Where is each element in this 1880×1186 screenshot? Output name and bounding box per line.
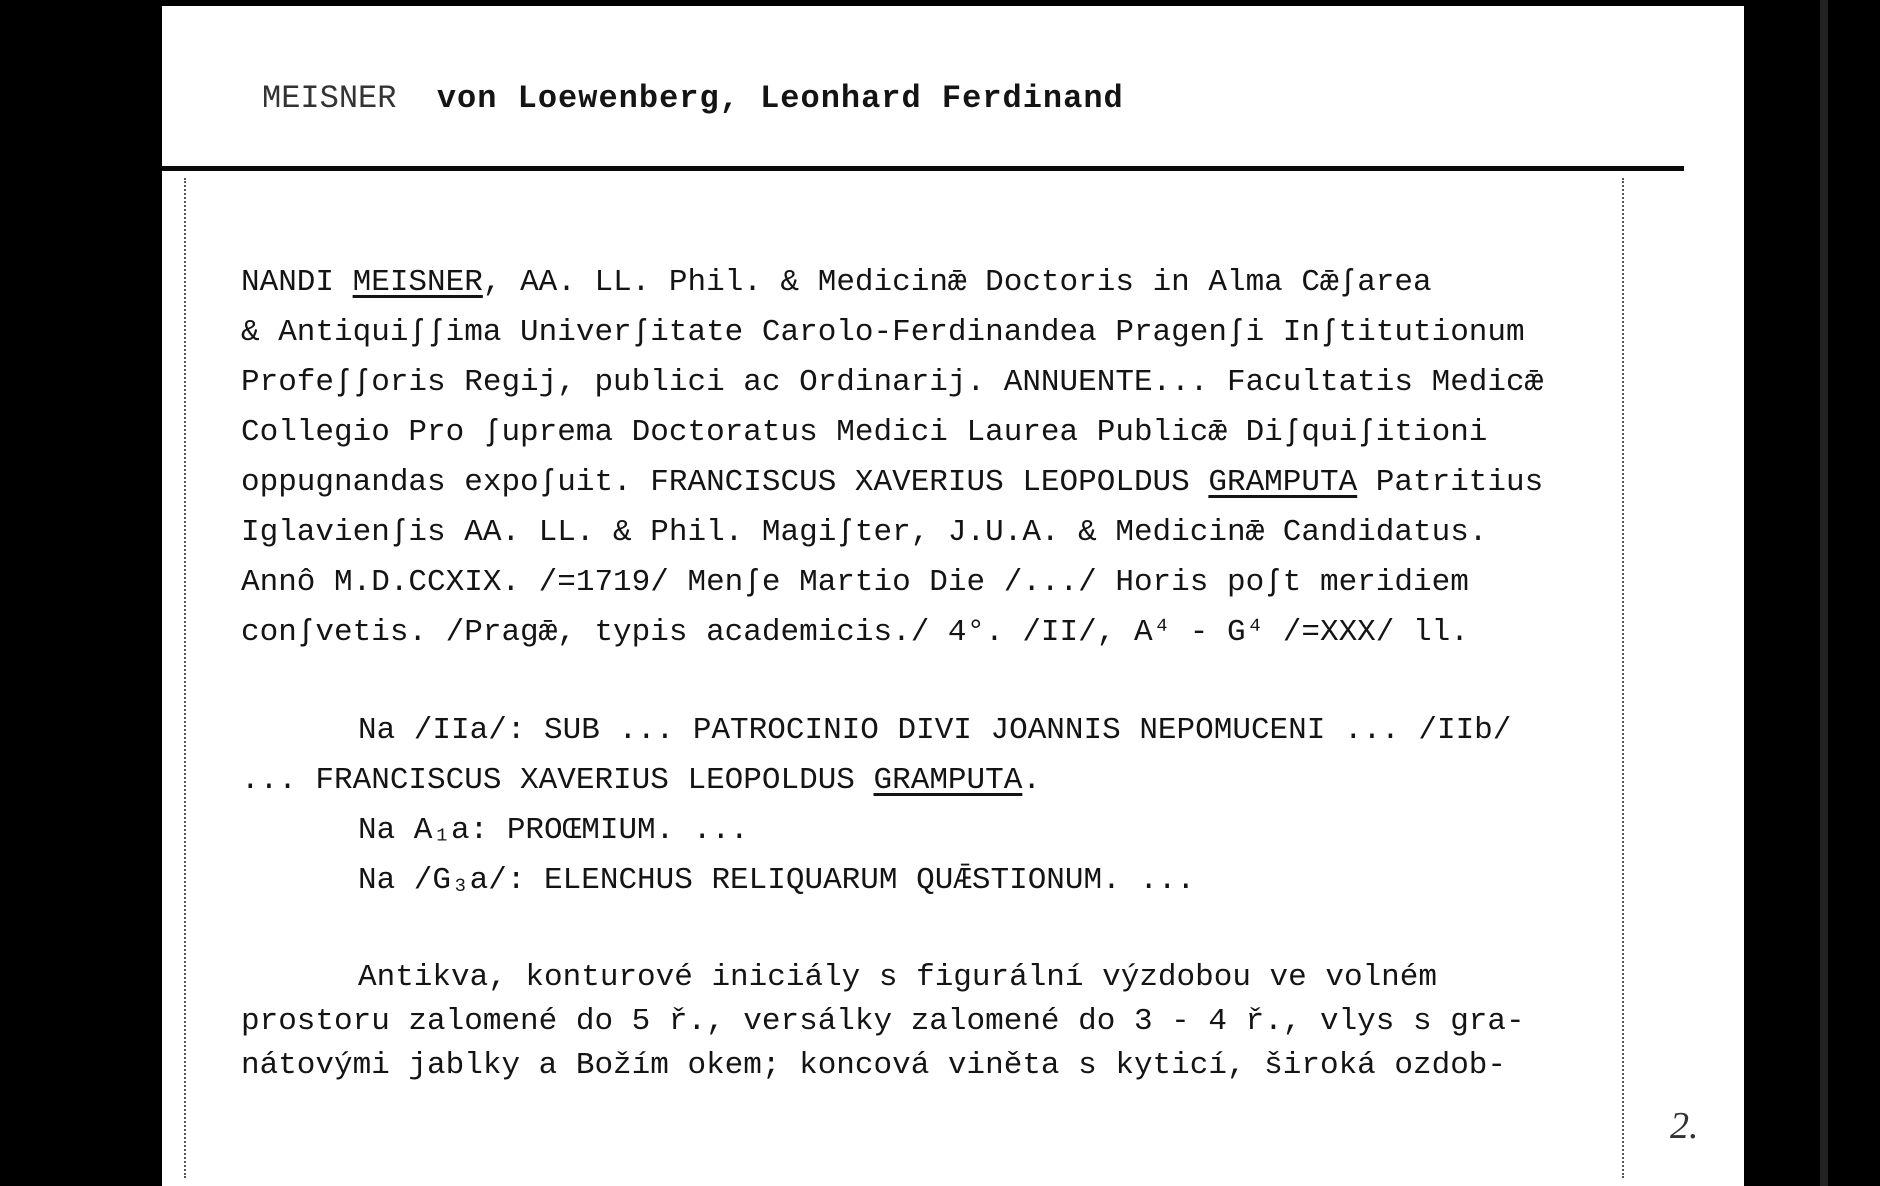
text-line: Iglavienʃis AA. LL. & Phil. Magiʃter, J.U.A. & Medicinǣ Candidatus. [241,515,1488,550]
text-line: & Antiquiʃʃima Univerʃitate Carolo-Ferdinandea Pragenʃi Inʃtitutionum [241,315,1525,350]
text-line: Na A₁a: PROŒMIUM. ... [358,813,749,848]
card-heading [262,80,1124,117]
underlined-name: GRAMPUTA [1208,465,1358,500]
left-dotted-margin [184,178,186,1178]
text-line: Collegio Pro ʃuprema Doctoratus Medici Laurea Publicǣ Diʃquiʃitioni [241,415,1488,450]
card-body [241,258,1631,1088]
underlined-name: MEISNER [352,265,483,300]
text-line: ... FRANCISCUS XAVERIUS LEOPOLDUS GRAMPUTA. [241,763,1041,798]
text-line: Antikva, konturové iniciály s figurální výzdobou ve volném [358,960,1437,995]
text-line: NANDI MEISNER, AA. LL. Phil. & Medicinǣ Doctoris in Alma Cǣʃarea [241,265,1432,300]
page-number: 2. [1670,1105,1699,1147]
contents-notes [241,706,1631,906]
text-line: conʃvetis. /Pragǣ, typis academicis./ 4°. /II/, A⁴ - G⁴ /=XXX/ ll. [241,615,1469,650]
text-line: Annô M.D.CCXIX. /=1719/ Menʃe Martio Die /.../ Horis poʃt meridiem [241,565,1469,600]
text-line: Na /IIa/: SUB ... PATROCINIO DIVI JOANNIS NEPOMUCENI ... /IIb/ [358,713,1512,748]
heading-rule [162,166,1684,171]
typography-notes [241,956,1631,1088]
paragraph-gap [241,906,1631,956]
heading-full-name: von Loewenberg, Leonhard Ferdinand [436,80,1124,117]
scan-right-edge-strip [1820,0,1828,1186]
text-line: Na /G₃a/: ELENCHUS RELIQUARUM QUǢSTIONUM. ... [358,863,1196,898]
text-line: Profeʃʃoris Regij, publici ac Ordinarij. ANNUENTE... Facultatis Medicǣ [241,365,1544,400]
text-line: nátovými jablky a Božím okem; koncová viněta s kyticí, široká ozdob- [241,1048,1507,1083]
underlined-name: GRAMPUTA [873,763,1023,798]
text-line: oppugnandas expoʃuit. FRANCISCUS XAVERIUS LEOPOLDUS GRAMPUTA Patritius [241,465,1544,500]
heading-surname: MEISNER [262,80,397,117]
text-line: prostoru zalomené do 5 ř., versálky zalomené do 3 - 4 ř., vlys s gra- [241,1004,1525,1039]
title-description [241,258,1631,658]
catalog-card [162,6,1744,1186]
paragraph-gap [241,658,1631,706]
